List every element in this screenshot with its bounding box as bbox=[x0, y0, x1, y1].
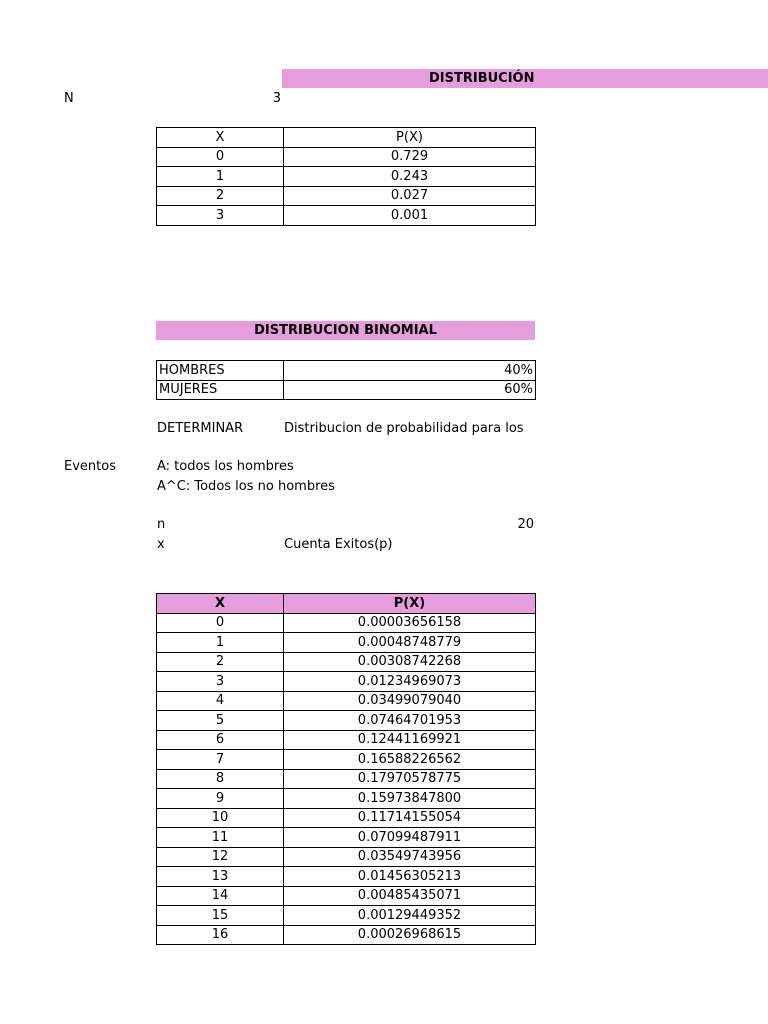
n-label: N bbox=[64, 91, 74, 106]
cell-px: 0.00485435071 bbox=[284, 886, 536, 906]
cell-px: 0.027 bbox=[284, 186, 536, 206]
column-header-x: X bbox=[157, 128, 284, 148]
cell-px: 0.00048748779 bbox=[284, 633, 536, 653]
cell-px: 0.07099487911 bbox=[284, 828, 536, 848]
cell-x: 14 bbox=[157, 886, 284, 906]
n-value: 3 bbox=[272, 91, 281, 106]
cell-x: 0 bbox=[157, 613, 284, 633]
table-row bbox=[157, 691, 536, 711]
cell-px: 0.16588226562 bbox=[284, 750, 536, 770]
cell-px: 0.12441169921 bbox=[284, 730, 536, 750]
cell-px: 0.243 bbox=[284, 167, 536, 187]
cell-x: 2 bbox=[157, 652, 284, 672]
table-row bbox=[157, 906, 536, 926]
cell-px: 0.001 bbox=[284, 206, 536, 226]
table-row bbox=[157, 711, 536, 731]
cell-x: 12 bbox=[157, 847, 284, 867]
binomial-header-title: DISTRIBUCION BINOMIAL bbox=[254, 323, 437, 338]
cell-px: 0.00129449352 bbox=[284, 906, 536, 926]
cell-x: 3 bbox=[157, 672, 284, 692]
table-row bbox=[157, 886, 536, 906]
gender-percent: 60% bbox=[284, 380, 536, 400]
evento-a: A: todos los hombres bbox=[157, 459, 294, 474]
cell-px: 0.03499079040 bbox=[284, 691, 536, 711]
cell-px: 0.01234969073 bbox=[284, 672, 536, 692]
cell-x: 7 bbox=[157, 750, 284, 770]
table-row bbox=[157, 361, 536, 381]
table-row bbox=[157, 769, 536, 789]
top-header-band bbox=[282, 69, 768, 88]
gender-percent: 40% bbox=[284, 361, 536, 381]
cell-x: 11 bbox=[157, 828, 284, 848]
table-row bbox=[157, 847, 536, 867]
cell-x: 4 bbox=[157, 691, 284, 711]
table-row bbox=[157, 730, 536, 750]
cell-x: 16 bbox=[157, 925, 284, 945]
evento-a-complement: A^C: Todos los no hombres bbox=[157, 479, 335, 494]
cell-x: 9 bbox=[157, 789, 284, 809]
table-header-row bbox=[157, 594, 536, 614]
cell-px: 0.17970578775 bbox=[284, 769, 536, 789]
binomial-header-band bbox=[156, 321, 535, 340]
cell-x: 8 bbox=[157, 769, 284, 789]
binomial-x-label: x bbox=[157, 537, 165, 552]
cell-px: 0.11714155054 bbox=[284, 808, 536, 828]
eventos-label: Eventos bbox=[64, 459, 116, 474]
table-row bbox=[157, 147, 536, 167]
determinar-text: Distribucion de probabilidad para los bbox=[284, 421, 524, 436]
column-header-px: P(X) bbox=[284, 128, 536, 148]
cell-x: 1 bbox=[157, 167, 284, 187]
table-row bbox=[157, 206, 536, 226]
table-row bbox=[157, 186, 536, 206]
binomial-x-text: Cuenta Exitos(p) bbox=[284, 537, 393, 552]
column-header-x: X bbox=[157, 594, 284, 614]
cell-x: 13 bbox=[157, 867, 284, 887]
cell-px: 0.729 bbox=[284, 147, 536, 167]
table-row bbox=[157, 652, 536, 672]
cell-px: 0.01456305213 bbox=[284, 867, 536, 887]
cell-x: 1 bbox=[157, 633, 284, 653]
table-row bbox=[157, 613, 536, 633]
table-row bbox=[157, 672, 536, 692]
binomial-n-label: n bbox=[157, 517, 166, 532]
cell-px: 0.00308742268 bbox=[284, 652, 536, 672]
table-row bbox=[157, 167, 536, 187]
top-header-title: DISTRIBUCIÓN bbox=[429, 71, 535, 86]
table-row bbox=[157, 867, 536, 887]
cell-px: 0.03549743956 bbox=[284, 847, 536, 867]
table-row bbox=[157, 925, 536, 945]
table-row bbox=[157, 750, 536, 770]
binomial-probability-table bbox=[156, 593, 536, 945]
cell-px: 0.07464701953 bbox=[284, 711, 536, 731]
column-header-px: P(X) bbox=[284, 594, 536, 614]
table-row bbox=[157, 828, 536, 848]
gender-percent-table bbox=[156, 360, 536, 400]
cell-x: 10 bbox=[157, 808, 284, 828]
table-header-row bbox=[157, 128, 536, 148]
cell-x: 5 bbox=[157, 711, 284, 731]
cell-x: 6 bbox=[157, 730, 284, 750]
gender-label: MUJERES bbox=[157, 380, 284, 400]
cell-x: 2 bbox=[157, 186, 284, 206]
cell-px: 0.00026968615 bbox=[284, 925, 536, 945]
table-row bbox=[157, 380, 536, 400]
gender-label: HOMBRES bbox=[157, 361, 284, 381]
cell-x: 15 bbox=[157, 906, 284, 926]
cell-x: 0 bbox=[157, 147, 284, 167]
cell-px: 0.00003656158 bbox=[284, 613, 536, 633]
table-row bbox=[157, 633, 536, 653]
table-row bbox=[157, 789, 536, 809]
binomial-n-value: 20 bbox=[517, 517, 534, 532]
table-row bbox=[157, 808, 536, 828]
determinar-label: DETERMINAR bbox=[157, 421, 244, 436]
top-probability-table bbox=[156, 127, 536, 226]
cell-px: 0.15973847800 bbox=[284, 789, 536, 809]
cell-x: 3 bbox=[157, 206, 284, 226]
